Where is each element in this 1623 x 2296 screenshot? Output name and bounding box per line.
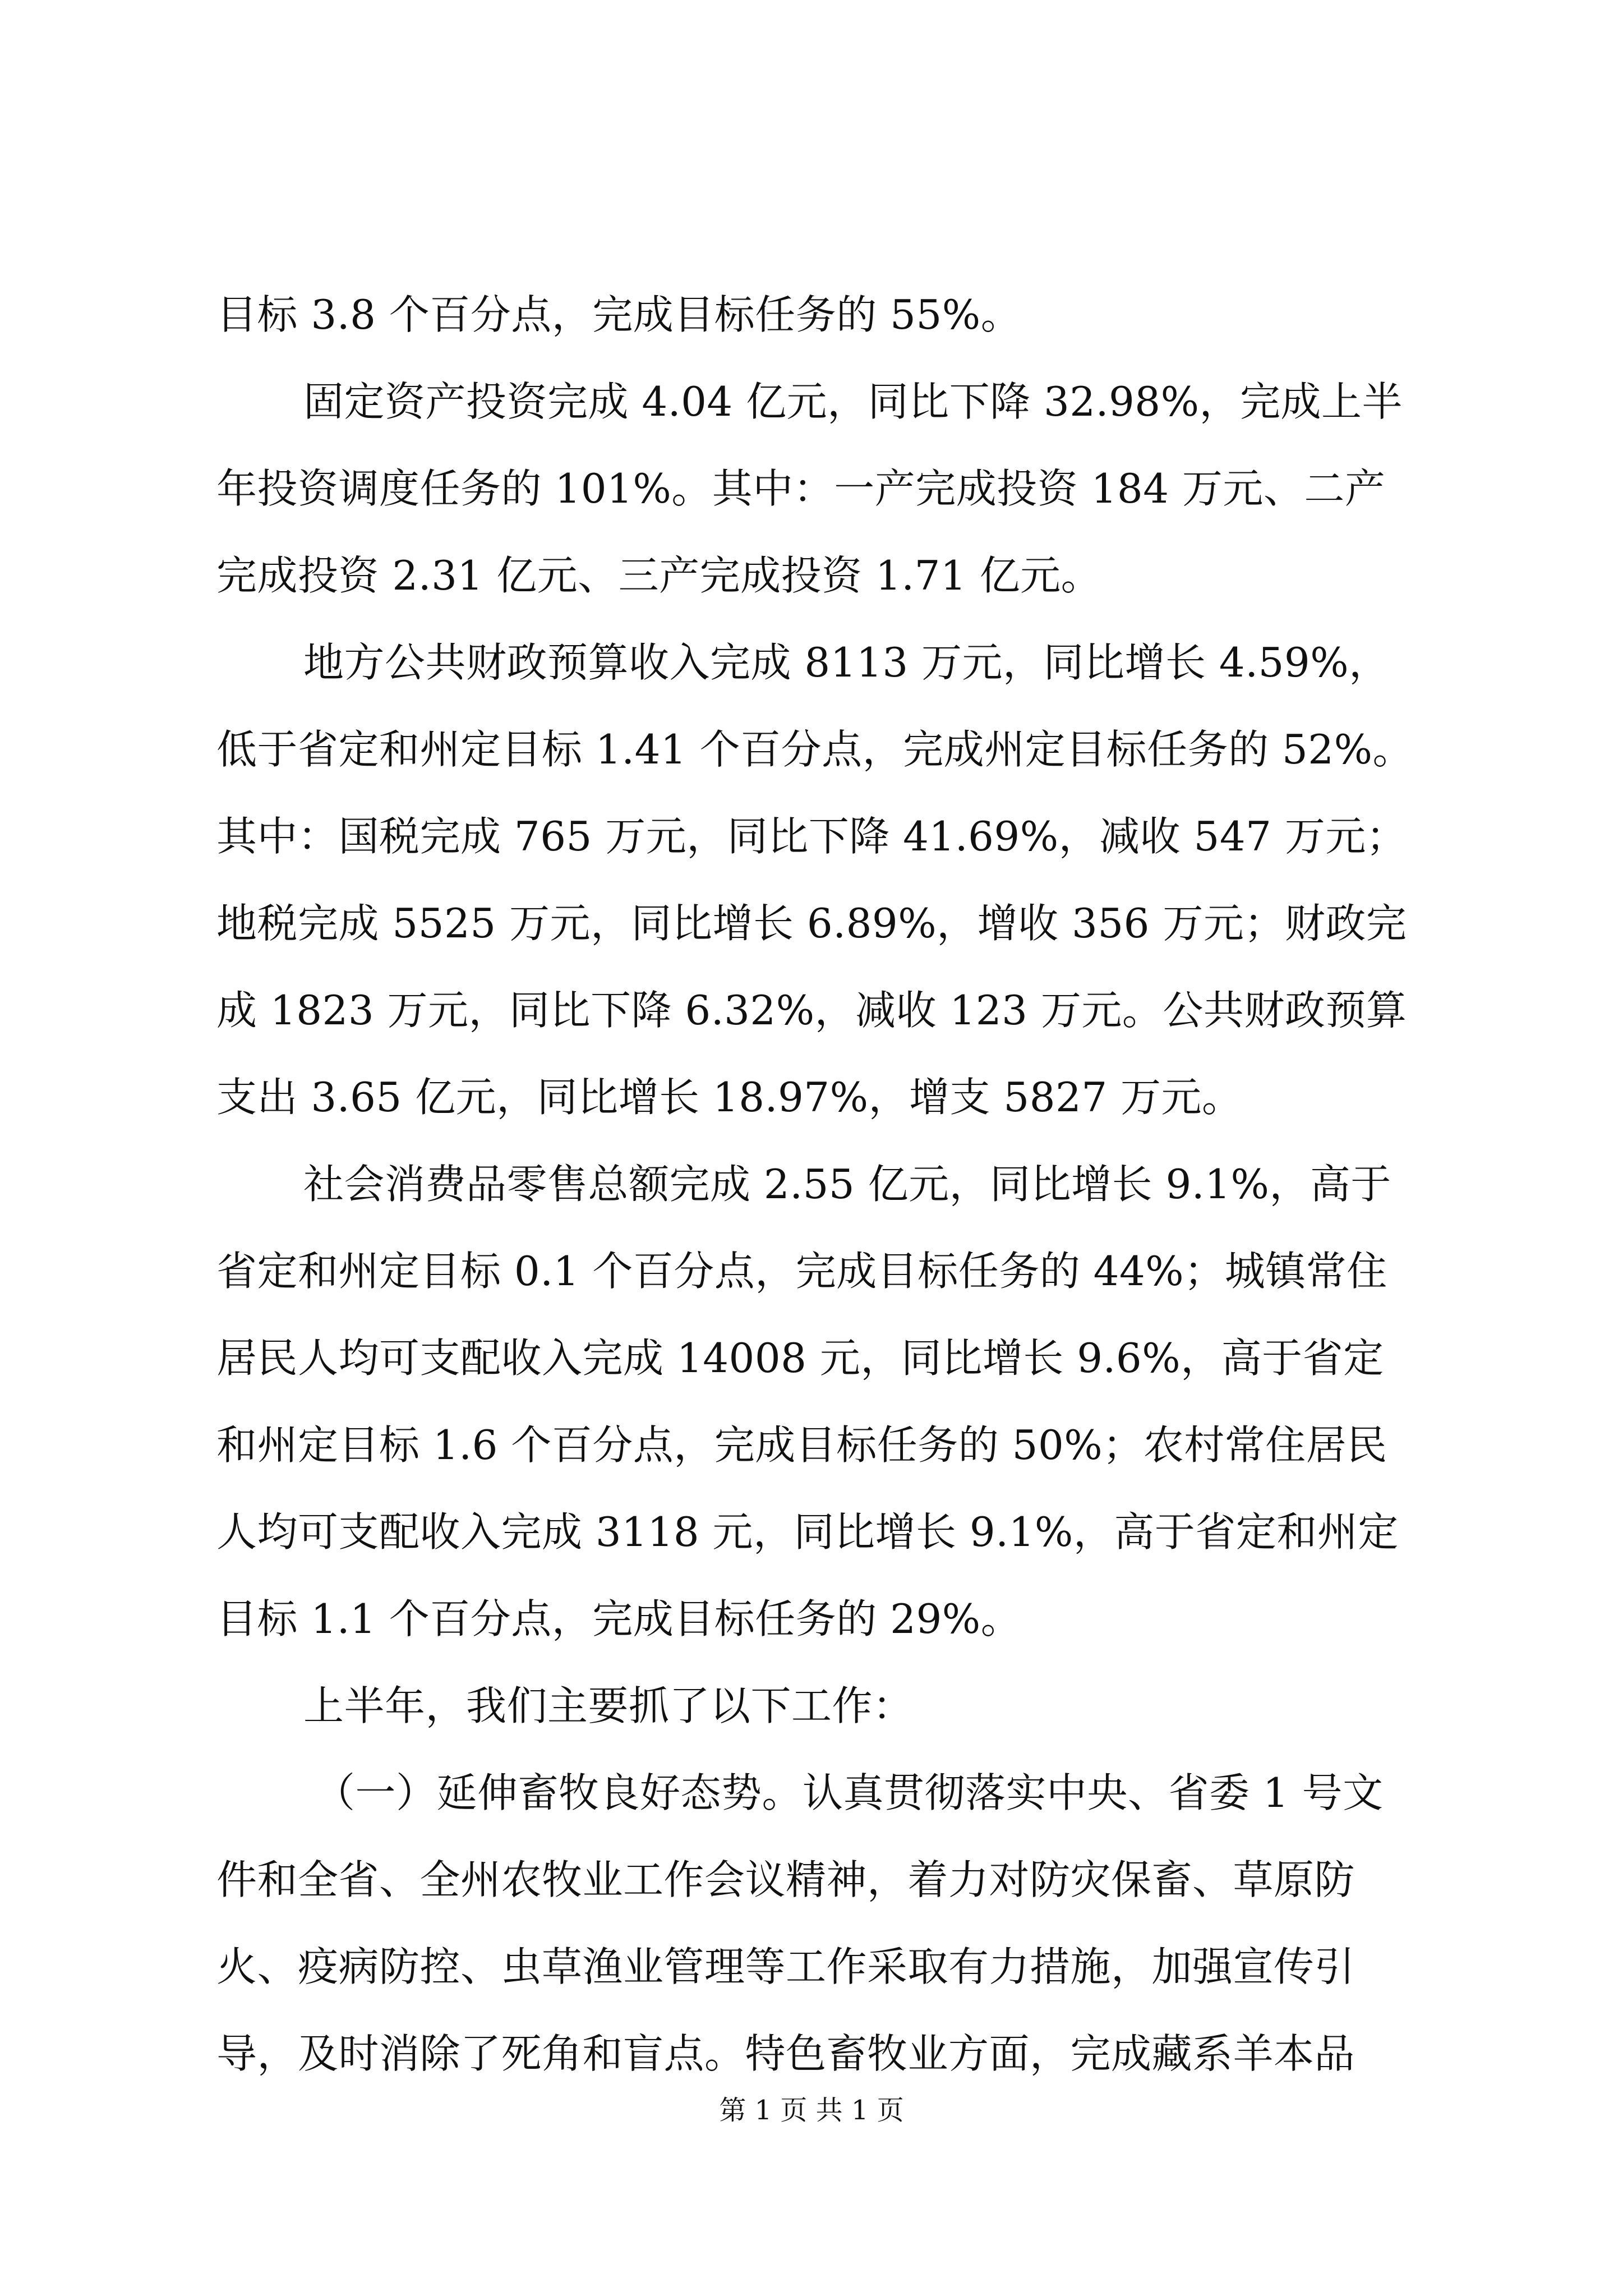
text-line: 人均可支配收入完成 3118 元，同比增长 9.1%，高于省定和州定 [216,1508,1399,1556]
body-text [216,272,1428,2097]
text-line: 上半年，我们主要抓了以下工作： [303,1682,914,1729]
page-number-label: 第 1 页 共 1 页 [719,2095,904,2126]
text-line: 地方公共财政预算收入完成 8113 万元，同比增长 4.59%， [303,639,1390,686]
text-line: 社会消费品零售总额完成 2.55 亿元，同比增长 9.1%，高于 [303,1161,1391,1208]
text-line: 低于省定和州定目标 1.41 个百分点，完成州定目标任务的 52%。 [216,726,1414,773]
text-line: 地税完成 5525 万元，同比增长 6.89%，增收 356 万元；财政完 [216,900,1407,947]
text-line: 导，及时消除了死角和盲点。特色畜牧业方面，完成藏系羊本品 [216,2030,1355,2077]
text-line: 居民人均可支配收入完成 14008 元，同比增长 9.6%，高于省定 [216,1335,1384,1382]
text-line: 完成投资 2.31 亿元、三产完成投资 1.71 亿元。 [216,552,1102,599]
text-line: 和州定目标 1.6 个百分点，完成目标任务的 50%；农村常住居民 [216,1421,1387,1469]
text-line: 目标 1.1 个百分点，完成目标任务的 29%。 [216,1595,1022,1642]
text-line: 支出 3.65 亿元，同比增长 18.97%，增支 5827 万元。 [216,1074,1243,1121]
page-footer [0,2093,1623,2127]
text-line: 年投资调度任务的 101%。其中：一产完成投资 184 万元、二产 [216,465,1386,512]
text-line: 省定和州定目标 0.1 个百分点，完成目标任务的 44%；城镇常住 [216,1248,1387,1295]
text-line: 其中：国税完成 765 万元，同比下降 41.69%，减收 547 万元； [216,813,1407,860]
text-line: 成 1823 万元，同比下降 6.32%，减收 123 万元。公共财政预算 [216,987,1407,1034]
text-line: 固定资产投资完成 4.04 亿元，同比下降 32.98%，完成上半 [303,378,1403,425]
section-heading-line: （一）延伸畜牧良好态势。认真贯彻落实中央、省委 1 号文 [315,1769,1384,1816]
text-line: 火、疫病防控、虫草渔业管理等工作采取有力措施，加强宣传引 [216,1943,1355,1990]
text-line: 目标 3.8 个百分点，完成目标任务的 55%。 [216,291,1022,338]
text-line: 件和全省、全州农牧业工作会议精神，着力对防灾保畜、草原防 [216,1856,1355,1903]
